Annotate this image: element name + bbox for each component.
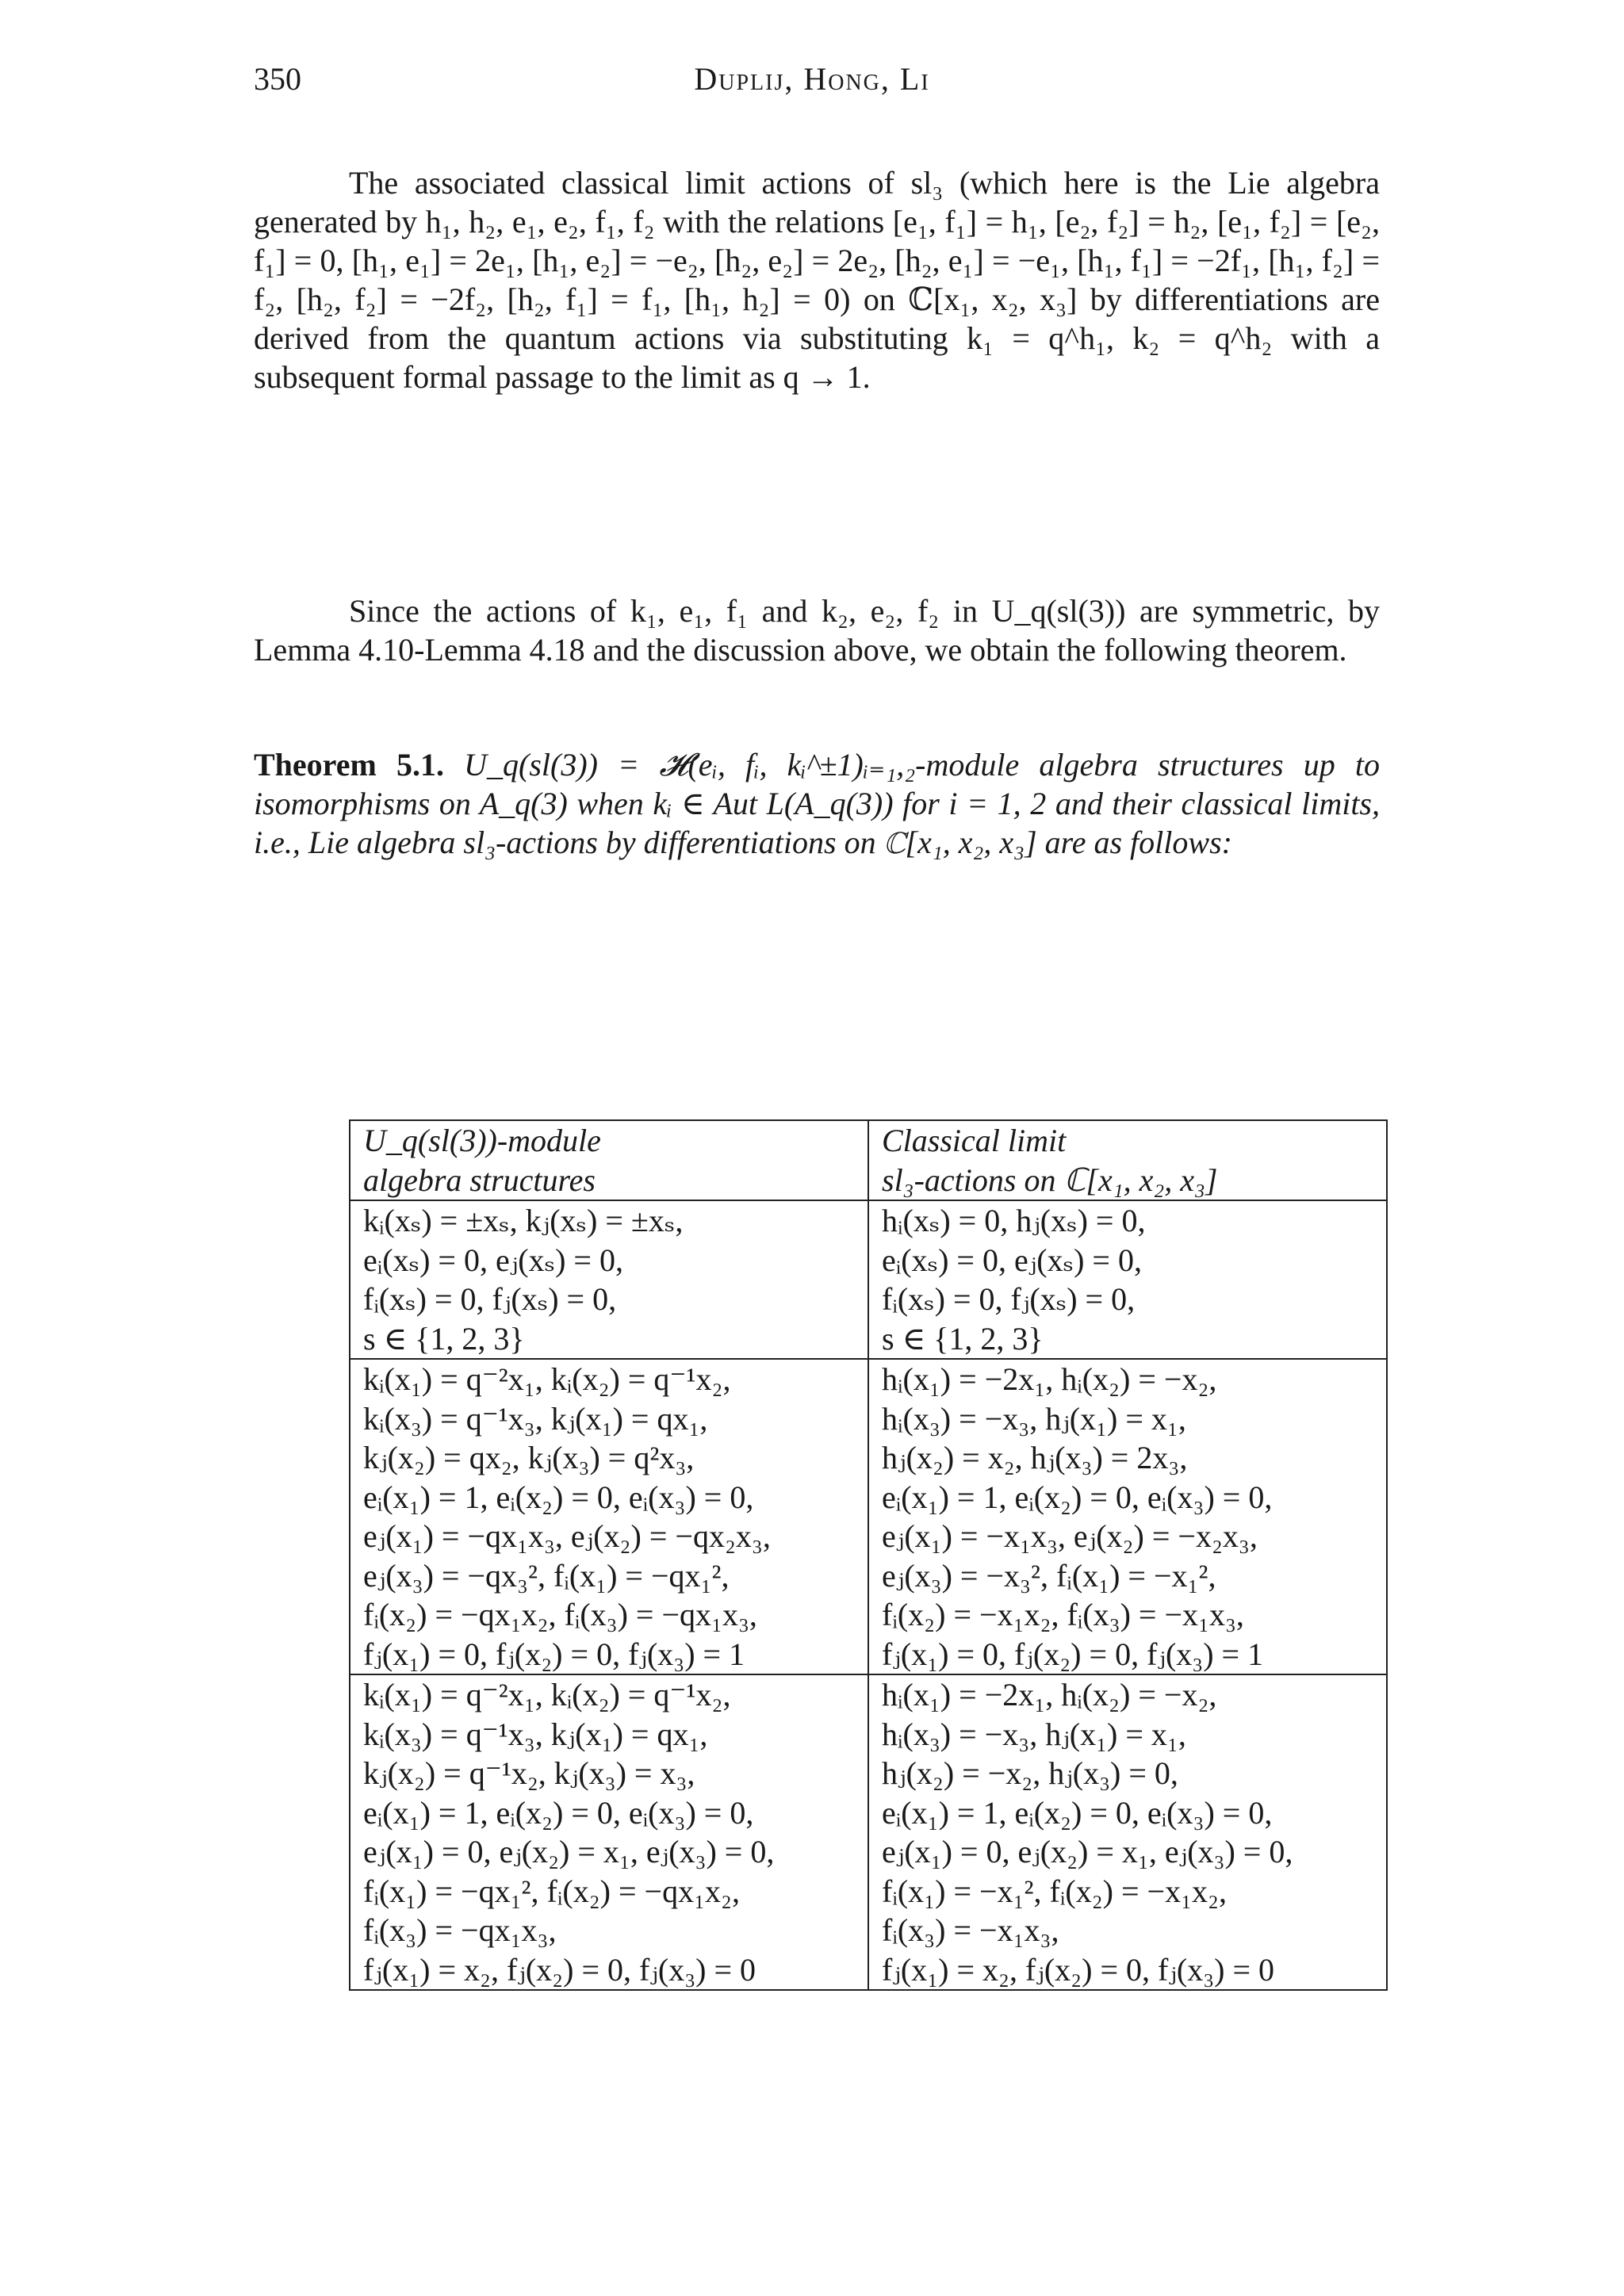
formula-line: s ∈ {1, 2, 3}: [363, 1320, 525, 1357]
formula-line: fⱼ(x₁) = x₂, fⱼ(x₂) = 0, fⱼ(x₃) = 0: [882, 1951, 1275, 1988]
table-row: [350, 1674, 1387, 1990]
theorem-statement: U_q(sl(3)) = 𝓗(eᵢ, fᵢ, kᵢ^±1)ᵢ₌₁,₂-module algebra structures up to isomorphisms on A_q(3) when kᵢ ∈ Aut L(A_q(3)) for i = 1, 2 and their classical limits, i.e., Lie algebra sl₃-actions by differentiations on ℂ[x₁, x₂, x₃] are as follows:: [254, 747, 1380, 860]
formula-line: hᵢ(xₛ) = 0, hⱼ(xₛ) = 0,: [882, 1203, 1146, 1238]
table-cell: [350, 1359, 868, 1674]
formula-line: kᵢ(x₃) = q⁻¹x₃, kⱼ(x₁) = qx₁,: [363, 1716, 708, 1752]
formula-line: fᵢ(x₁) = −qx₁², fᵢ(x₂) = −qx₁x₂,: [363, 1873, 740, 1909]
formula-line: eⱼ(x₃) = −x₃², fᵢ(x₁) = −x₁²,: [882, 1557, 1216, 1594]
formula-line: fᵢ(x₃) = −qx₁x₃,: [363, 1912, 557, 1948]
formula-line: kⱼ(x₂) = qx₂, kⱼ(x₃) = q²x₃,: [363, 1440, 695, 1475]
formula-line: kᵢ(x₁) = q⁻²x₁, kᵢ(x₂) = q⁻¹x₂,: [363, 1361, 731, 1397]
table-header-cell: [350, 1120, 868, 1200]
formula-line: hᵢ(x₁) = −2x₁, hᵢ(x₂) = −x₂,: [882, 1677, 1217, 1712]
formula-line: eᵢ(xₛ) = 0, eⱼ(xₛ) = 0,: [882, 1242, 1142, 1278]
table-row: [350, 1359, 1387, 1674]
table-cell: [868, 1674, 1387, 1990]
formula-line: eⱼ(x₁) = −x₁x₃, eⱼ(x₂) = −x₂x₃,: [882, 1518, 1258, 1554]
table-cell: [350, 1200, 868, 1359]
header-line: U_q(sl(3))-module: [363, 1123, 601, 1158]
table-header-cell: [868, 1120, 1387, 1200]
table-header-row: [350, 1120, 1387, 1200]
formula-line: fᵢ(xₛ) = 0, fⱼ(xₛ) = 0,: [882, 1281, 1136, 1317]
formula-line: hᵢ(x₃) = −x₃, hⱼ(x₁) = x₁,: [882, 1400, 1186, 1437]
table-cell: [868, 1359, 1387, 1674]
header-line: Classical limit: [882, 1123, 1067, 1158]
formula-line: hⱼ(x₂) = x₂, hⱼ(x₃) = 2x₃,: [882, 1440, 1188, 1475]
paragraph-text: The associated classical limit actions of sl₃ (which here is the Lie algebra generated by h₁, h₂, e₁, e₂, f₁, f₂ with the relations [e₁, f₁] = h₁, [e₂, f₂] = h₂, [e₁, f₂] = [e₂, f₁] = 0, [h₁, e₁] = 2e₁, [h₁, e₂] = −e₂, [h₂, e₂] = 2e₂, [h₂, e₁] = −e₁, [h₁, f₁] = −2f₁, [h₁, f₂] = f₂, [h₂, f₂] = −2f₂, [h₂, f₁] = f₁, [h₁, h₂] = 0) on ℂ[x₁, x₂, x₃] by differentiations are derived from the quantum actions via substituting k₁ = q^h₁, k₂ = q^h₂ with a subsequent formal passage to the limit as q → 1.: [254, 165, 1380, 395]
formula-line: eᵢ(x₁) = 1, eᵢ(x₂) = 0, eᵢ(x₃) = 0,: [363, 1479, 754, 1515]
formula-line: fᵢ(x₁) = −x₁², fᵢ(x₂) = −x₁x₂,: [882, 1873, 1227, 1909]
paragraph-classical-limit: [254, 163, 1380, 396]
paragraph-symmetry: [254, 591, 1380, 669]
theorem-5-1: [254, 745, 1380, 862]
formula-line: hᵢ(x₁) = −2x₁, hᵢ(x₂) = −x₂,: [882, 1361, 1217, 1397]
formula-line: fⱼ(x₁) = x₂, fⱼ(x₂) = 0, fⱼ(x₃) = 0: [363, 1951, 756, 1988]
module-structure-table: [349, 1119, 1388, 1991]
page-number: 350: [254, 61, 301, 97]
formula-line: kᵢ(xₛ) = ±xₛ, kⱼ(xₛ) = ±xₛ,: [363, 1203, 684, 1238]
running-head: Duplij, Hong, Li: [694, 61, 930, 97]
formula-line: kᵢ(x₁) = q⁻²x₁, kᵢ(x₂) = q⁻¹x₂,: [363, 1677, 731, 1712]
formula-line: eⱼ(x₁) = −qx₁x₃, eⱼ(x₂) = −qx₂x₃,: [363, 1518, 771, 1554]
formula-line: eᵢ(x₁) = 1, eᵢ(x₂) = 0, eᵢ(x₃) = 0,: [882, 1794, 1273, 1831]
formula-line: fᵢ(xₛ) = 0, fⱼ(xₛ) = 0,: [363, 1281, 617, 1317]
formula-line: eᵢ(xₛ) = 0, eⱼ(xₛ) = 0,: [363, 1242, 623, 1278]
formula-line: fᵢ(x₃) = −x₁x₃,: [882, 1912, 1059, 1948]
formula-line: fⱼ(x₁) = 0, fⱼ(x₂) = 0, fⱼ(x₃) = 1: [363, 1636, 745, 1672]
table-cell: [868, 1200, 1387, 1359]
formula-line: hⱼ(x₂) = −x₂, hⱼ(x₃) = 0,: [882, 1755, 1178, 1791]
formula-line: fᵢ(x₂) = −qx₁x₂, fᵢ(x₃) = −qx₁x₃,: [363, 1597, 757, 1632]
paragraph-text: Since the actions of k₁, e₁, f₁ and k₂, e₂, f₂ in U_q(sl(3)) are symmetric, by Lemma 4.10-Lemma 4.18 and the discussion above, we obtain the following theorem.: [254, 593, 1380, 668]
table-row: [350, 1200, 1387, 1359]
formula-line: eⱼ(x₃) = −qx₃², fᵢ(x₁) = −qx₁²,: [363, 1557, 730, 1594]
formula-line: s ∈ {1, 2, 3}: [882, 1320, 1044, 1357]
formula-line: kⱼ(x₂) = q⁻¹x₂, kⱼ(x₃) = x₃,: [363, 1755, 695, 1791]
formula-line: hᵢ(x₃) = −x₃, hⱼ(x₁) = x₁,: [882, 1716, 1186, 1752]
formula-line: eᵢ(x₁) = 1, eᵢ(x₂) = 0, eᵢ(x₃) = 0,: [363, 1794, 754, 1831]
formula-line: eᵢ(x₁) = 1, eᵢ(x₂) = 0, eᵢ(x₃) = 0,: [882, 1479, 1273, 1515]
formula-line: kᵢ(x₃) = q⁻¹x₃, kⱼ(x₁) = qx₁,: [363, 1400, 708, 1437]
formula-line: fⱼ(x₁) = 0, fⱼ(x₂) = 0, fⱼ(x₃) = 1: [882, 1636, 1264, 1672]
header-line: algebra structures: [363, 1161, 596, 1198]
formula-line: fᵢ(x₂) = −x₁x₂, fᵢ(x₃) = −x₁x₃,: [882, 1597, 1244, 1632]
formula-line: eⱼ(x₁) = 0, eⱼ(x₂) = x₁, eⱼ(x₃) = 0,: [882, 1834, 1293, 1869]
table-cell: [350, 1674, 868, 1990]
theorem-label: Theorem 5.1.: [254, 747, 444, 783]
formula-line: eⱼ(x₁) = 0, eⱼ(x₂) = x₁, eⱼ(x₃) = 0,: [363, 1834, 775, 1869]
header-line: sl₃-actions on ℂ[x₁, x₂, x₃]: [882, 1161, 1218, 1198]
